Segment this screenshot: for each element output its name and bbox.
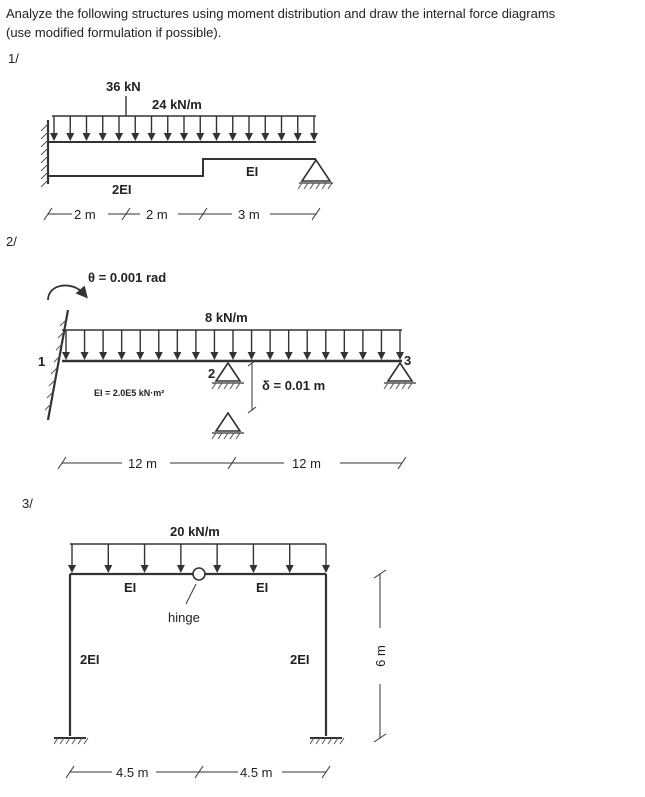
problem3-column-right-label: 2EI (290, 652, 310, 667)
problem2-settlement-dimension (248, 360, 256, 413)
problem3-load-arrow-head-6 (286, 565, 294, 573)
problem1-beam (8, 51, 333, 222)
problem1-load-arrow-head-5 (131, 133, 139, 141)
problem3-distributed-load-label: 20 kN/m (170, 524, 220, 539)
problem2-load-arrow-head-15 (340, 352, 348, 360)
problem1-pin-support (298, 160, 333, 189)
problem3-load-arrow-head-3 (177, 565, 185, 573)
problem3-number: 3/ (22, 496, 33, 511)
problem2-load-arrow-head-12 (285, 352, 293, 360)
problem3-frame (22, 496, 388, 780)
problem2-span1: 12 m (128, 456, 157, 471)
problem1-load-arrow-head-1 (66, 133, 74, 141)
problem3-hinge-circle (193, 568, 205, 580)
problem1-load-arrow-head-9 (196, 133, 204, 141)
problem2-load-arrow-head-9 (229, 352, 237, 360)
problem2-dimension-line (58, 457, 406, 469)
problem2-settled-pin-support (212, 413, 244, 439)
problem2-load-arrow-head-17 (377, 352, 385, 360)
problem2-load-arrow-head-7 (192, 352, 200, 360)
instructions-line1: Analyze the following structures using moment distribution and draw the internal force diagrams (6, 6, 556, 21)
problem1-span3: 3 m (238, 207, 260, 222)
problem3-hinge-label: hinge (168, 610, 200, 625)
problem1-load-arrow-head-2 (83, 133, 91, 141)
problem1-point-load-label: 36 kN (106, 79, 141, 94)
problem3-load-arrow-head-2 (141, 565, 149, 573)
problem2-node3: 3 (404, 353, 412, 368)
problem2-load-arrow-head-0 (62, 352, 70, 360)
problem3-load-arrow-head-7 (322, 565, 330, 573)
problem2-stiffness-label: EI = 2.0E5 kN·m² (94, 388, 165, 398)
problem1-stiffness-right: EI (246, 164, 259, 179)
problem3-load-arrow-head-1 (104, 565, 112, 573)
problem2-distributed-load-label: 8 kN/m (205, 310, 248, 325)
problem3-load-arrow-head-0 (68, 565, 76, 573)
problem1-load-arrow-head-16 (310, 133, 318, 141)
problem3-span-dimension (66, 766, 330, 778)
problem3-right-fixed-base (310, 738, 344, 744)
problem3-span1: 4.5 m (116, 765, 149, 780)
problem2-settlement-label: δ = 0.01 m (262, 378, 326, 393)
problem1-span2: 2 m (146, 207, 168, 222)
problem2-load-arrow-head-8 (210, 352, 218, 360)
problem2-load-arrow-head-6 (173, 352, 181, 360)
problem3-column-left-label: 2EI (80, 652, 100, 667)
problem3-load-arrow-head-5 (249, 565, 257, 573)
problem1-load-arrow-head-4 (115, 133, 123, 141)
problem3-hinge-pointer (186, 584, 196, 604)
problem2-rotation-label: θ = 0.001 rad (88, 270, 167, 285)
problem1-load-arrow-head-6 (148, 133, 156, 141)
problem2-load-arrow-head-10 (248, 352, 256, 360)
problem2-wall-hatching (45, 320, 66, 410)
problem1-load-arrow-head-7 (164, 133, 172, 141)
problem1-load-arrow-head-3 (99, 133, 107, 141)
problem1-beam-outline (48, 142, 316, 176)
problem1-number: 1/ (8, 51, 19, 66)
problem1-load-arrow-head-14 (278, 133, 286, 141)
problem1-stiffness-left: 2EI (112, 182, 132, 197)
problem3-span2: 4.5 m (240, 765, 273, 780)
problem2-load-arrow-head-13 (303, 352, 311, 360)
problem2-load-arrow-head-18 (396, 352, 404, 360)
problem2-load-arrow-head-16 (359, 352, 367, 360)
instructions-line2: (use modified formulation if possible). (6, 25, 222, 40)
problem3-beam-right-label: EI (256, 580, 269, 595)
problem2-load-arrow-head-2 (99, 352, 107, 360)
problem1-load-arrow-head-13 (261, 133, 269, 141)
problem2-load-arrow-head-3 (118, 352, 126, 360)
problem1-load-arrow-head-0 (50, 133, 58, 141)
problem2-middle-pin-support (212, 363, 244, 389)
problem2-inclined-wall (48, 310, 68, 420)
problem1-distributed-load-label: 24 kN/m (152, 97, 202, 112)
problem2-beam (6, 234, 416, 471)
problem1-load-arrow-head-11 (229, 133, 237, 141)
problem2-load-arrow-head-1 (81, 352, 89, 360)
problem2-load-arrow-head-4 (136, 352, 144, 360)
problem2-load-arrow-head-11 (266, 352, 274, 360)
problem2-rotation-arrow (48, 285, 84, 300)
problem1-load-arrow-head-10 (213, 133, 221, 141)
problem2-node1: 1 (38, 354, 46, 369)
problem2-number: 2/ (6, 234, 17, 249)
problem1-load-arrow-head-8 (180, 133, 188, 141)
problem1-span1: 2 m (74, 207, 96, 222)
problem3-left-fixed-base (54, 738, 88, 744)
problem2-load-arrow-head-5 (155, 352, 163, 360)
problem3-beam-left-label: EI (124, 580, 137, 595)
problem2-span2: 12 m (292, 456, 321, 471)
problem2-load-arrows (62, 330, 404, 360)
problem3-height-label: 6 m (373, 645, 388, 667)
problem2-node2: 2 (208, 366, 216, 381)
problem1-load-arrow-head-15 (294, 133, 302, 141)
problem1-load-arrows (50, 116, 318, 141)
problem3-load-arrow-head-4 (213, 565, 221, 573)
problem2-load-arrow-head-14 (322, 352, 330, 360)
problem1-load-arrow-head-12 (245, 133, 253, 141)
